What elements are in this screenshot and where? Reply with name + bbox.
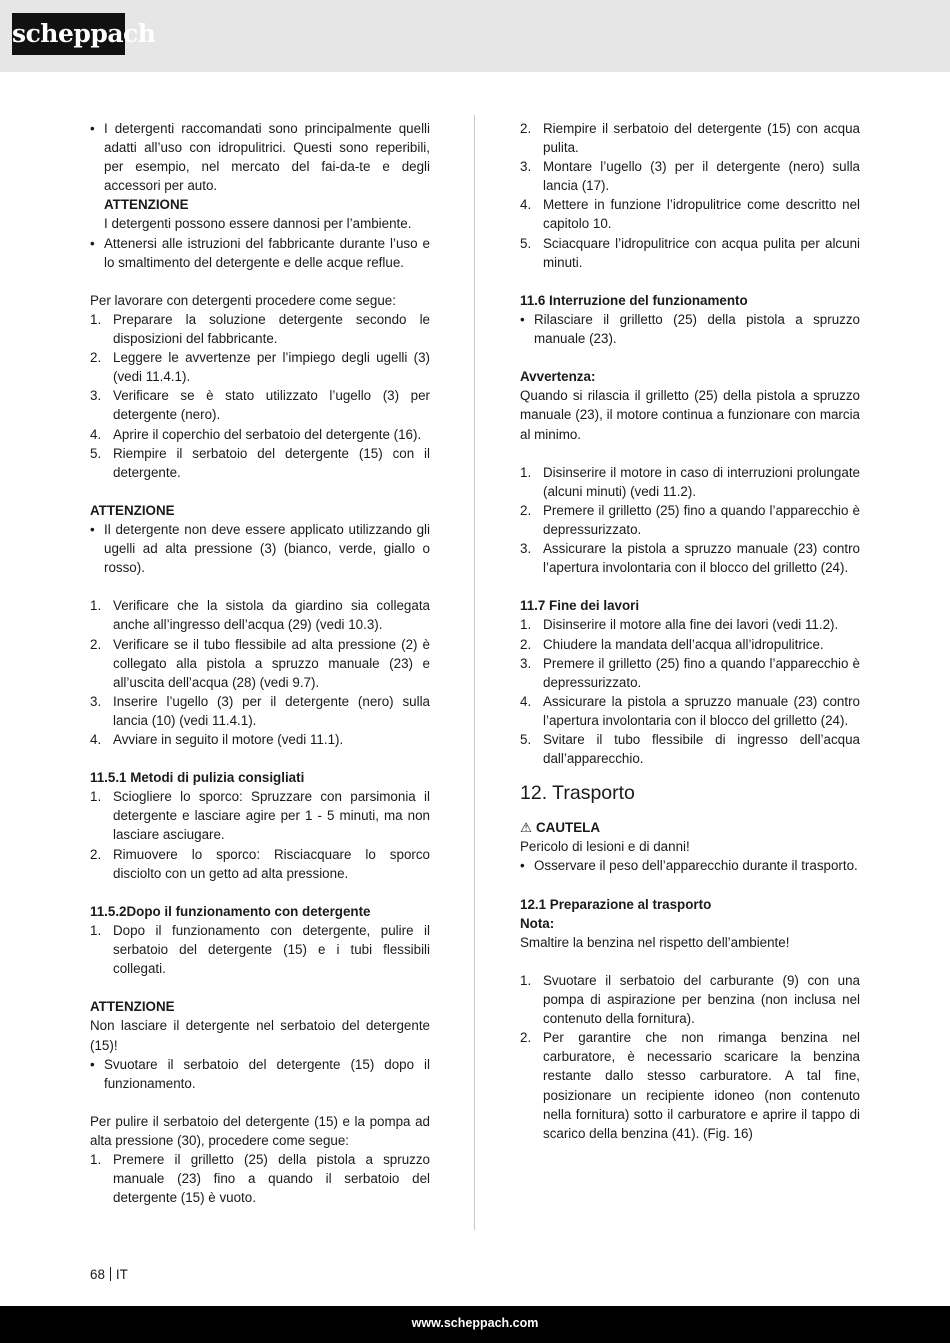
caution-label: CAUTELA [536, 820, 600, 836]
step-number: 2. [520, 121, 532, 136]
procedure-intro: Per pulire il serbatoio del detergente (15) e la pompa ad alta pressione (30), procedere come segue: [90, 1113, 430, 1148]
step-text: Premere il grilletto (25) della pistola a spruzzo manuale (23) fino a quando il serbatoio del detergente (15) è vuoto. [113, 1152, 430, 1206]
steps-list [90, 310, 430, 482]
caution-title [520, 818, 860, 837]
step-text: Aprire il coperchio del serbatoio del detergente (16). [113, 426, 422, 442]
section-heading-11-7: 11.7 Fine dei lavori [520, 598, 640, 614]
list-step [90, 596, 430, 634]
list-step [520, 119, 860, 157]
column-divider [474, 115, 475, 1230]
step-text: Preparare la soluzione detergente secondo le disposizioni del fabbricante. [113, 311, 430, 347]
list-step [90, 386, 430, 424]
note-title: Nota: [520, 915, 555, 931]
list-step [90, 444, 430, 482]
attention-title: ATTENZIONE [90, 502, 175, 518]
step-text: Mettere in funzione l’idropulitrice come descritto nel capitolo 10. [543, 197, 860, 232]
steps-list [90, 596, 430, 749]
list-step [90, 845, 430, 883]
step-text: Premere il grilletto (25) fino a quando l’apparecchio è depressurizzato. [543, 655, 860, 690]
chapter-heading-12: 12. Trasporto [520, 782, 635, 805]
list-step [520, 157, 860, 195]
list-step [520, 539, 860, 577]
list-step [90, 730, 430, 749]
section-heading-12-1: 12.1 Preparazione al trasporto [520, 896, 712, 912]
list-step [520, 654, 860, 692]
step-text: Verificare se è stato utilizzato l’ugello (3) per detergente (nero). [113, 388, 430, 423]
step-number: 1. [520, 464, 532, 480]
page-separator [110, 1267, 111, 1281]
list-step [520, 971, 860, 1028]
step-number: 1. [90, 598, 102, 614]
list-step [520, 463, 860, 501]
left-column [90, 119, 430, 1207]
step-number: 2. [90, 636, 102, 652]
step-text: Sciacquare l’idropulitrice con acqua pulita per alcuni minuti. [543, 235, 860, 270]
right-column [520, 119, 860, 1143]
warning-text: I detergenti possono essere dannosi per l’ambiente. [104, 216, 412, 232]
step-number: 4. [90, 426, 102, 442]
list-step [520, 730, 860, 768]
note-title: Avvertenza: [520, 369, 596, 385]
list-step [520, 1028, 860, 1143]
list-step [520, 501, 860, 539]
steps-list [90, 921, 430, 978]
bullet-item: • Il detergente non deve essere applicato utilizzando gli ugelli ad alta pressione (3) (bianco, verde, giallo o rosso). [90, 520, 430, 577]
step-text: Disinserire il motore alla fine dei lavori (vedi 11.2). [543, 617, 839, 633]
procedure-intro: Per lavorare con detergenti procedere come segue: [90, 292, 396, 308]
step-text: Riempire il serbatoio del detergente (15) con il detergente. [113, 445, 430, 480]
step-number: 3. [520, 655, 532, 671]
step-number: 5. [90, 445, 102, 461]
step-text: Inserire l’ugello (3) per il detergente (nero) sulla lancia (10) (vedi 11.4.1). [113, 693, 430, 728]
step-text: Avviare in seguito il motore (vedi 11.1). [113, 732, 344, 747]
header-bar [0, 0, 950, 72]
step-number: 3. [520, 159, 532, 175]
step-text: Premere il grilletto (25) fino a quando l’apparecchio è depressurizzato. [543, 502, 860, 537]
attention-title: ATTENZIONE [90, 999, 175, 1015]
list-step [90, 310, 430, 348]
steps-list [520, 463, 860, 578]
step-text: Riempire il serbatoio del detergente (15) con acqua pulita. [543, 121, 860, 156]
bullet-text: • I detergenti raccomandati sono principalmente quelli adatti all’uso con idropulitrici. Questi sono reperibili, per esempio, nel mercato del fai-da-te e degli accessori per auto. [104, 121, 430, 194]
section-heading-11-5-2: 11.5.2Dopo il funzionamento con detergente [90, 903, 371, 919]
list-step [90, 692, 430, 730]
language-code: IT [115, 1267, 128, 1282]
bullet-item: • Attenersi alle istruzioni del fabbricante durante l’uso e lo smaltimento del detergente e delle acque reflue. [90, 234, 430, 272]
attention-text: Non lasciare il detergente nel serbatoio del detergente (15)! [90, 1018, 430, 1053]
steps-list [90, 787, 430, 882]
step-number: 2. [520, 502, 532, 518]
step-number: 3. [90, 693, 102, 709]
step-number: 5. [520, 732, 532, 747]
step-text: Verificare che la sistola da giardino sia collegata anche all’ingresso dell’acqua (29) (vedi 10.3). [113, 598, 430, 633]
step-text: Assicurare la pistola a spruzzo manuale (23) contro l’apertura involontaria con il blocco del grilletto (24). [543, 693, 860, 728]
bullet-item: • Osservare il peso dell’apparecchio durante il trasporto. [520, 856, 860, 875]
step-text: Svitare il tubo flessibile di ingresso dell’acqua dall’apparecchio. [543, 732, 860, 767]
step-number: 2. [90, 846, 102, 862]
list-step [520, 635, 860, 654]
step-number: 3. [520, 541, 532, 557]
step-text: Verificare se il tubo flessibile ad alta pressione (2) è collegato alla pistola a spruzzo manuale (23) e all’uscita dell’acqua (28) (vedi 9.7). [113, 636, 430, 690]
step-number: 1. [520, 972, 532, 988]
step-text: Dopo il funzionamento con detergente, pulire il serbatoio del detergente (15) e i tubi flessibili collegati. [113, 922, 430, 977]
step-text: Sciogliere lo sporco: Spruzzare con parsimonia il detergente e lasciare agire per 1 - 5 minuti, ma non lasciare asciugare. [113, 789, 430, 843]
page-number-value: 68 [90, 1267, 105, 1282]
list-step [90, 348, 430, 386]
step-text: Leggere le avvertenze per l’impiego degli ugelli (3) (vedi 11.4.1). [113, 350, 430, 385]
section-heading-11-5-1: 11.5.1 Metodi di pulizia consigliati [90, 770, 305, 786]
step-number: 2. [520, 1030, 532, 1046]
step-text: Montare l’ugello (3) per il detergente (nero) sulla lancia (17). [543, 159, 860, 194]
list-step [90, 787, 430, 844]
step-number: 3. [90, 388, 102, 404]
list-step [90, 921, 430, 978]
list-step [90, 1150, 430, 1207]
bullet-item: • Rilasciare il grilletto (25) della pistola a spruzzo manuale (23). [520, 310, 860, 348]
step-number: 4. [520, 197, 532, 213]
step-number: 4. [520, 693, 532, 709]
step-number: 1. [90, 1152, 102, 1168]
caution-text: Pericolo di lesioni e di danni! [520, 839, 690, 855]
list-step [520, 615, 860, 634]
step-number: 5. [520, 235, 532, 251]
step-text: Svuotare il serbatoio del carburante (9) con una pompa di aspirazione per benzina (non inclusa nel contenuto della fornitura). [543, 972, 860, 1027]
step-number: 1. [520, 617, 532, 633]
step-text: Per garantire che non rimanga benzina nel carburatore, è necessario scaricare la benzina restante dallo stesso carburatore. A tal fine, posizionare un recipiente idoneo (non contenuto nella fornitura) sotto il carburatore e aprire il tappo di scarico della benzina (41). (Fig. 16) [543, 1030, 860, 1141]
step-text: Disinserire il motore in caso di interruzioni prolungate (alcuni minuti) (vedi 11.2). [543, 464, 860, 499]
steps-list [520, 615, 860, 768]
section-heading-11-6: 11.6 Interruzione del funzionamento [520, 292, 748, 308]
step-text: Chiudere la mandata dell’acqua all’idropulitrice. [543, 636, 824, 652]
steps-list [90, 1150, 430, 1207]
bullet-item: • Svuotare il serbatoio del detergente (15) dopo il funzionamento. [90, 1055, 430, 1093]
footer-website-link[interactable]: www.scheppach.com [411, 1316, 539, 1330]
list-step [520, 195, 860, 233]
scheppach-logo: scheppach [12, 13, 125, 55]
steps-list [520, 971, 860, 1143]
list-step [90, 425, 430, 444]
step-number: 1. [90, 311, 102, 327]
step-number: 1. [90, 789, 102, 805]
page-number [90, 1265, 128, 1284]
step-number: 1. [90, 922, 102, 938]
step-text: Rimuovere lo sporco: Risciacquare lo sporco disciolto con un getto ad alta pressione. [113, 846, 430, 881]
list-step [520, 692, 860, 730]
warning-title: ATTENZIONE [104, 197, 189, 213]
warning-triangle-icon: ⚠ [520, 820, 533, 836]
list-step [520, 234, 860, 272]
step-number: 2. [520, 636, 532, 652]
note-text: Smaltire la benzina nel rispetto dell’ambiente! [520, 934, 790, 950]
step-number: 2. [90, 350, 102, 366]
step-text: Assicurare la pistola a spruzzo manuale (23) contro l’apertura involontaria con il blocco del grilletto (24). [543, 541, 860, 576]
steps-list [520, 119, 860, 272]
note-text: Quando si rilascia il grilletto (25) della pistola a spruzzo manuale (23), il motore continua a funzionare con marcia al minimo. [520, 388, 860, 442]
step-number: 4. [90, 732, 102, 747]
list-step [90, 635, 430, 692]
bullet-item [90, 119, 430, 234]
